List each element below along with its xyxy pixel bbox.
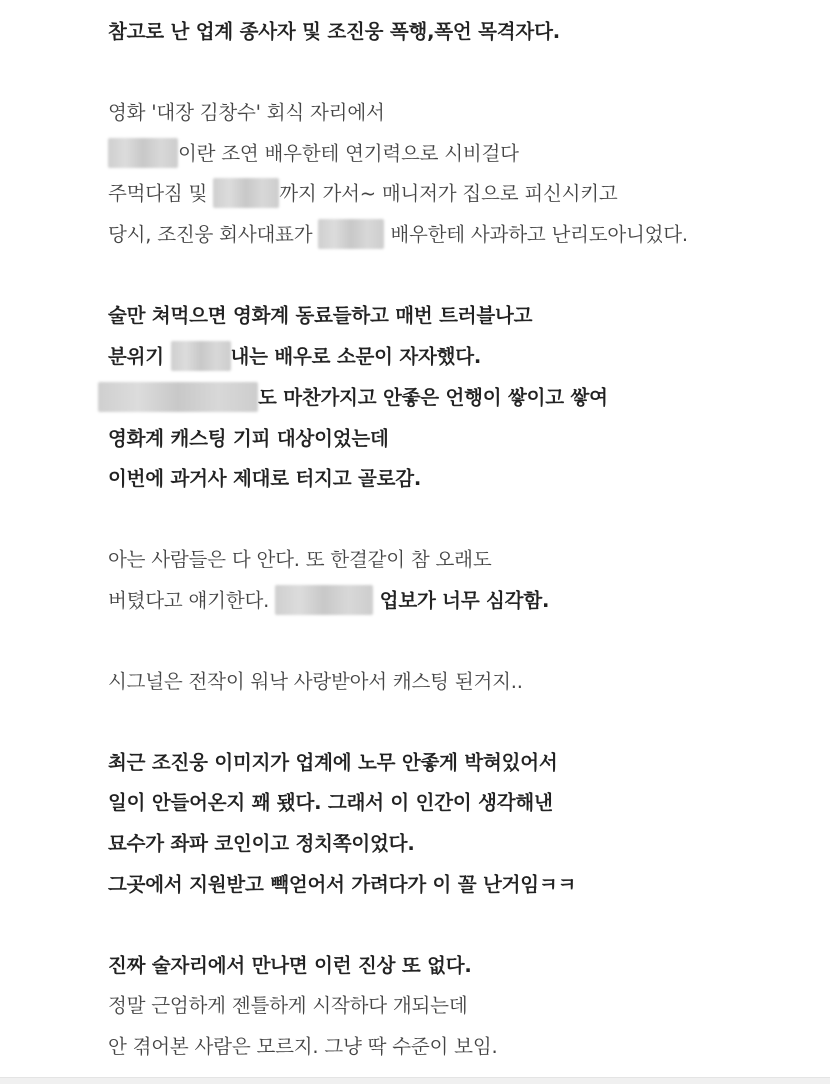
bottom-divider [0,1077,830,1084]
text-line [108,867,576,903]
text-segment: 영화계 캐스팅 기피 대상이었는데 [108,427,389,450]
text-segment: 진짜 술자리에서 만나면 이런 진상 또 없다. [108,954,472,977]
text-line [108,176,618,212]
text-segment: 주먹다짐 및 [108,182,214,205]
redacted-blur [108,138,178,168]
text-segment: 당시, 조진웅 회사대표가 [108,223,319,246]
text-segment: 일이 안들어온지 꽤 됐다. 그래서 이 인간이 생각해낸 [108,791,553,814]
text-segment: 참고로 난 업계 종사자 및 조진웅 폭행,폭언 목격자다. [108,20,560,43]
text-segment: 이란 조연 배우한테 연기력으로 시비걸다 [178,142,519,165]
redacted-blur [213,178,279,208]
text-segment: 그곳에서 지원받고 빽얻어서 가려다가 이 꼴 난거임ㅋㅋ [108,873,577,896]
text-line [108,826,415,862]
redacted-blur [98,382,258,412]
text-line [108,136,519,172]
text-line [108,421,389,457]
text-line [108,785,553,821]
text-line [108,988,467,1024]
text-line [98,380,608,416]
text-segment: 아는 사람들은 다 안다. 또 한결같이 참 오래도 [108,548,492,571]
text-line [108,1029,497,1065]
text-line [108,217,688,253]
text-line [108,298,532,334]
text-segment: 배우한테 사과하고 난리도아니었다. [384,223,688,246]
text-segment: 내는 배우로 소문이 자자했다. [230,345,482,368]
text-segment: 버텼다고 얘기한다. [108,589,276,612]
text-segment: 이번에 과거사 제대로 터지고 골로감. [108,467,422,490]
text-segment: 시그널은 전작이 워낙 사랑받아서 캐스팅 된거지.. [108,670,523,693]
text-segment: 안 겪어본 사람은 모르지. 그냥 딱 수준이 보임. [108,1035,498,1058]
redacted-blur [275,585,373,615]
text-segment: 묘수가 좌파 코인이고 정치쪽이었다. [108,832,415,855]
text-line [108,664,523,700]
text-line [108,542,491,578]
text-segment: 도 마찬가지고 안좋은 언행이 쌓이고 쌓여 [258,386,608,409]
text-segment: 분위기 [108,345,171,368]
text-segment: 술만 쳐먹으면 영화계 동료들하고 매번 트러블나고 [108,304,533,327]
text-segment: 업보가 너무 심각함. [373,589,550,612]
text-line [108,745,558,781]
text-segment: 최근 조진웅 이미지가 업계에 노무 안좋게 박혀있어서 [108,751,558,774]
text-line [108,583,549,619]
text-line [108,14,560,50]
text-segment: 영화 '대장 김창수' 회식 자리에서 [108,101,385,124]
text-line [108,95,385,131]
text-segment: 정말 근엄하게 젠틀하게 시작하다 개되는데 [108,994,468,1017]
text-line [108,339,481,375]
redacted-blur [318,219,384,249]
text-line [108,948,472,984]
text-line [108,461,421,497]
text-segment: 까지 가서~ 매니저가 집으로 피신시키고 [279,182,618,205]
redacted-blur [171,341,231,371]
